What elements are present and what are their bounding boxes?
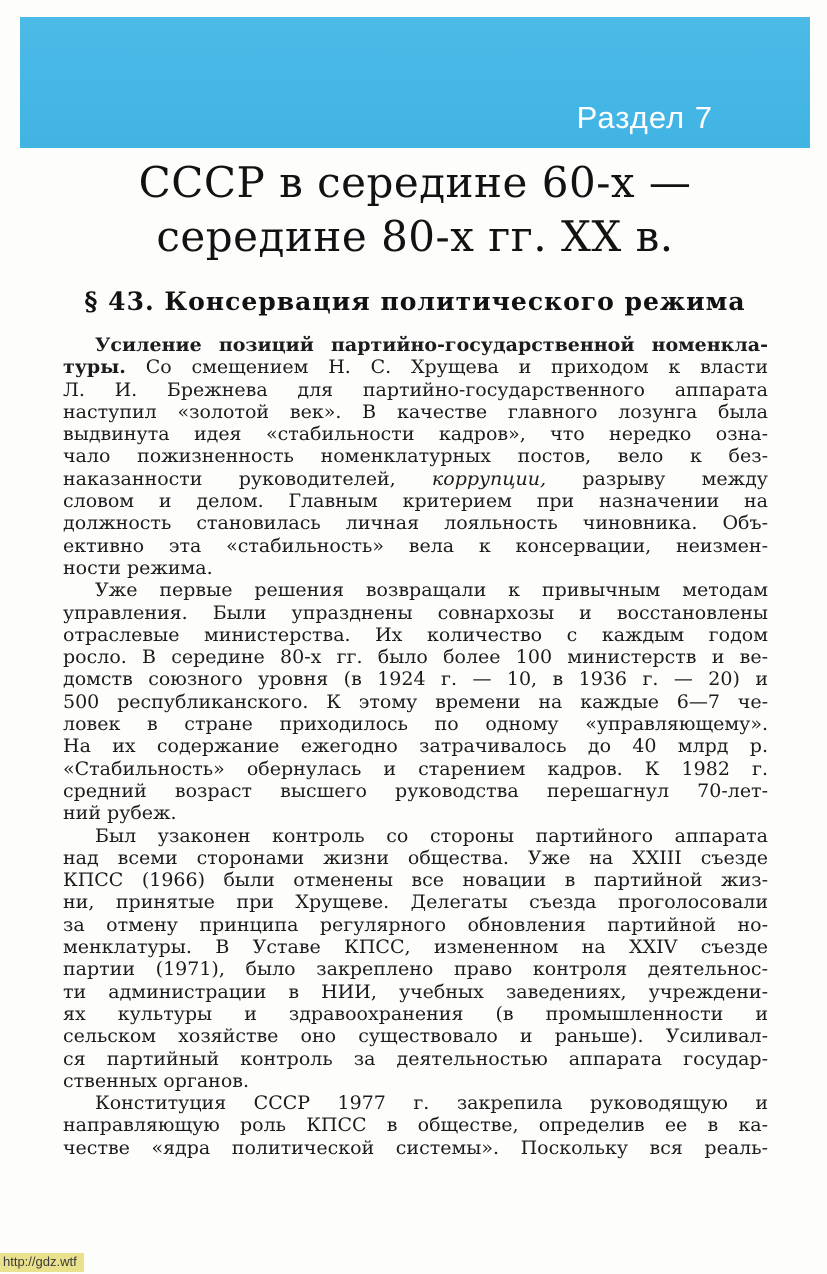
body-text-segment: средний возраст высшего руководства перешагнул 70-лет- <box>63 779 768 802</box>
body-text-segment: ности режима. <box>63 556 213 579</box>
body-text-segment: ственных органов. <box>63 1069 250 1092</box>
watermark: http://gdz.wtf <box>0 1253 84 1272</box>
text-line <box>63 691 768 713</box>
body-text-segment: Конституция СССР 1977 г. закрепила руководящую и <box>95 1092 768 1115</box>
body-text-segment: «Стабильность» обернулась и старением кадров. К 1982 г. <box>63 757 768 780</box>
paragraph-43-heading: § 43. Консервация политического режима <box>84 287 746 316</box>
italic-text: коррупции, <box>431 467 547 490</box>
chapter-title-line: середине 80-х гг. XX в. <box>156 212 674 261</box>
chapter-title-line: СССР в середине 60-х — <box>138 158 692 207</box>
paragraph <box>63 334 768 579</box>
text-line <box>63 847 768 869</box>
text-line <box>63 869 768 891</box>
body-text-segment: партии (1971), было закреплено право контроля деятельнос- <box>63 958 768 981</box>
paragraph <box>63 579 768 824</box>
text-line <box>63 668 768 690</box>
body-text-segment: выдвинута идея «стабильности кадров», что нередко озна- <box>63 423 768 446</box>
text-line <box>63 602 768 624</box>
body-text-segment: ний рубеж. <box>63 802 177 825</box>
body-text-segment: домств союзного уровня (в 1924 г. — 10, в 1936 г. — 20) и <box>63 668 768 691</box>
body-text-segment: Был узаконен контроль со стороны партийного аппарата <box>95 824 768 847</box>
text-line <box>63 624 768 646</box>
body-text-segment: разрыву между <box>546 467 768 490</box>
body-text-segment: словом и делом. Главным критерием при назначении на <box>63 490 768 513</box>
text-line <box>63 423 768 445</box>
text-line <box>63 891 768 913</box>
body-text-segment: росло. В середине 80-х гг. было более 100 министерств и ве- <box>63 646 768 669</box>
section-label: Раздел 7 <box>576 100 713 135</box>
text-line <box>63 468 768 490</box>
text-line <box>63 1092 768 1114</box>
text-line <box>63 1114 768 1136</box>
body-text-segment: честве «ядра политической системы». Поскольку вся реаль- <box>63 1136 768 1159</box>
body-text-segment: за отмену принципа регулярного обновления партийной но- <box>63 913 768 936</box>
body-text-segment: отраслевые министерства. Их количество с каждым годом <box>63 623 768 646</box>
body-text-segment: ся партийный контроль за деятельностью аппарата государ- <box>63 1047 768 1070</box>
text-line <box>63 758 768 780</box>
text-line <box>63 535 768 557</box>
text-line <box>63 1070 768 1092</box>
body-text-segment: На их содержание ежегодно затрачивалось до 40 млрд р. <box>63 735 768 758</box>
text-line <box>63 334 768 356</box>
body-text-segment: ловек в стране приходилось по одному «управляющему». <box>63 713 768 736</box>
text-line <box>63 557 768 579</box>
chapter-title <box>58 156 772 264</box>
text-line <box>63 981 768 1003</box>
text-line <box>63 936 768 958</box>
text-line <box>63 579 768 601</box>
text-line <box>63 1048 768 1070</box>
paragraph <box>63 825 768 1093</box>
body-text-segment: менклатуры. В Уставе КПСС, измененном на XXIV съезде <box>63 936 768 959</box>
body-text-segment: ях культуры и здравоохранения (в промышленности и <box>63 1002 768 1025</box>
body-text-segment: наказанности руководителей, <box>63 467 432 490</box>
body-text-segment: над всеми сторонами жизни общества. Уже на XXIII съезде <box>63 846 768 869</box>
text-line <box>63 958 768 980</box>
text-line <box>63 356 768 378</box>
text-line <box>63 914 768 936</box>
body-text-segment: Со смещением Н. С. Хрущева и приходом к власти <box>125 356 768 379</box>
bold-text: туры. <box>63 356 126 379</box>
body-text-segment: ти администрации в НИИ, учебных заведениях, учреждени- <box>63 980 768 1003</box>
body-text-segment: КПСС (1966) были отменены все новации в партийной жиз- <box>63 869 768 892</box>
text-line <box>63 713 768 735</box>
text-line <box>63 445 768 467</box>
body-text-segment: Уже первые решения возвращали к привычным методам <box>95 579 768 602</box>
text-line <box>63 512 768 534</box>
body-text-segment: Л. И. Брежнева для партийно-государственного аппарата <box>63 378 768 401</box>
text-line <box>63 490 768 512</box>
text-line <box>63 379 768 401</box>
text-line <box>63 1025 768 1047</box>
text-line <box>63 1137 768 1159</box>
body-text-segment: направляющую роль КПСС в обществе, определив ее в ка- <box>63 1114 768 1137</box>
text-line <box>63 646 768 668</box>
body-text-segment: наступил «золотой век». В качестве главного лозунга была <box>63 400 768 423</box>
body-text-segment: должность становилась личная лояльность чиновника. Объ- <box>63 512 768 535</box>
text-line <box>63 401 768 423</box>
text-line <box>63 1003 768 1025</box>
text-line <box>63 780 768 802</box>
body-text-segment: чало пожизненность номенклатурных постов, вело к без- <box>63 445 768 468</box>
text-line <box>63 802 768 824</box>
body-text-segment: ективно эта «стабильность» вела к консервации, неизмен- <box>63 534 768 557</box>
body-text-segment: ни, принятые при Хрущеве. Делегаты съезда проголосовали <box>63 891 768 914</box>
body-text-segment: сельском хозяйстве оно существовало и раньше). Усиливал- <box>63 1025 768 1048</box>
page-body-text <box>63 334 768 1159</box>
text-line <box>63 825 768 847</box>
body-text-segment: 500 республиканского. К этому времени на каждые 6—7 че- <box>63 690 768 713</box>
bold-text: Усиление позиций партийно-государственной номенкла- <box>95 334 768 356</box>
section-band <box>20 17 810 148</box>
paragraph <box>63 1092 768 1159</box>
body-text-segment: управления. Были упразднены совнархозы и восстановлены <box>63 601 768 624</box>
text-line <box>63 735 768 757</box>
